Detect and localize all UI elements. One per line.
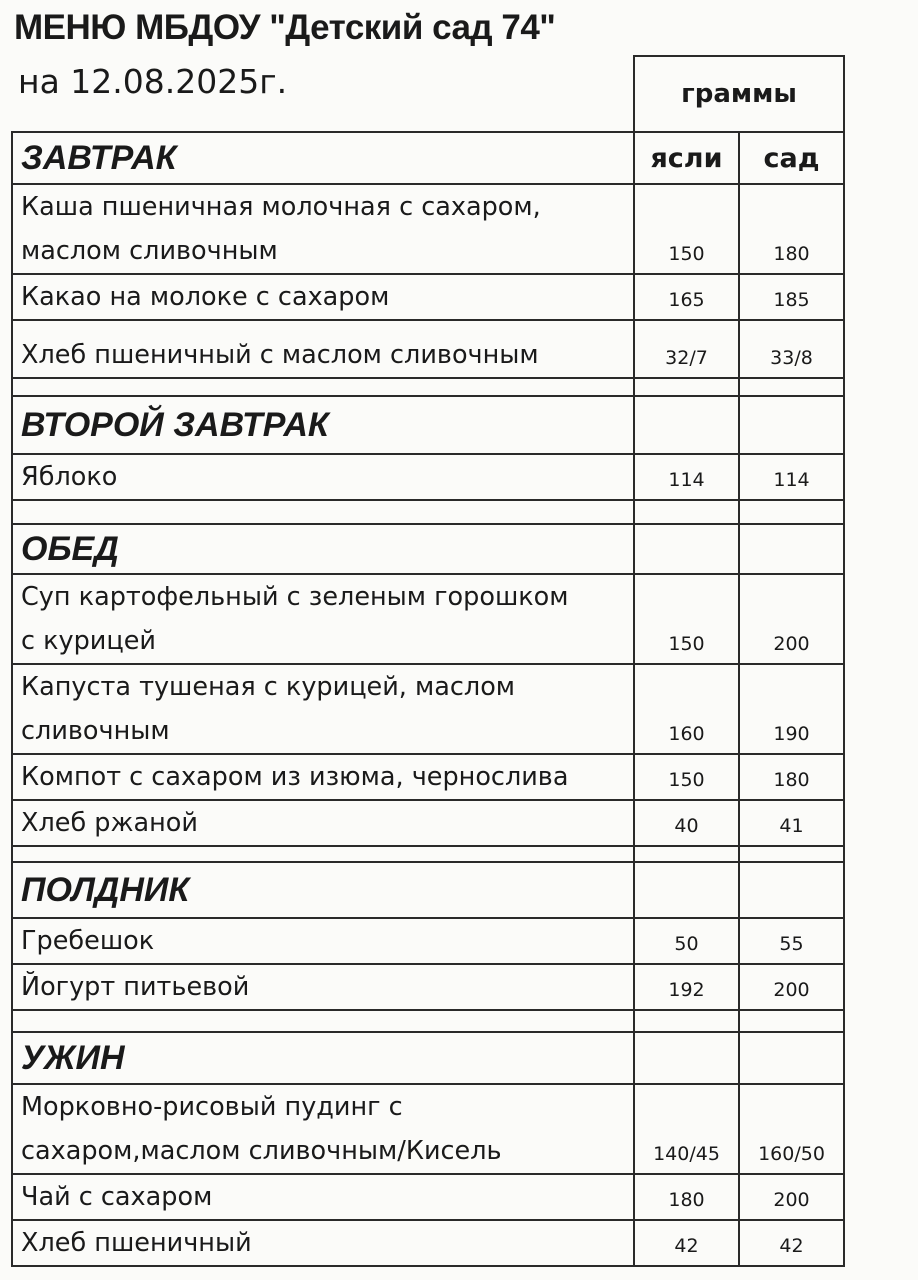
col-nursery-header: ясли bbox=[634, 132, 739, 184]
menu-table bbox=[11, 55, 845, 1267]
nursery-grams: 192 bbox=[634, 964, 739, 1010]
garden-grams: 200 bbox=[739, 964, 844, 1010]
garden-grams: 190 bbox=[739, 664, 844, 754]
garden-grams: 33/8 bbox=[739, 320, 844, 378]
nursery-grams: 160 bbox=[634, 664, 739, 754]
item-name: Гребешок bbox=[12, 918, 634, 964]
spacer-row bbox=[12, 378, 844, 396]
garden-grams: 180 bbox=[739, 184, 844, 274]
item-name: Какао на молоке с сахаром bbox=[12, 274, 634, 320]
garden-grams: 114 bbox=[739, 454, 844, 500]
grams-header: граммы bbox=[634, 56, 844, 132]
spacer-row bbox=[12, 1010, 844, 1032]
table-row bbox=[12, 1084, 844, 1174]
table-row bbox=[12, 918, 844, 964]
col-garden-header: сад bbox=[739, 132, 844, 184]
table-row bbox=[12, 1174, 844, 1220]
garden-grams: 185 bbox=[739, 274, 844, 320]
item-name: Капуста тушеная с курицей, маслом bbox=[21, 672, 516, 702]
section-snack-title: ПОЛДНИК bbox=[12, 862, 634, 918]
item-name-cont: сливочным bbox=[21, 716, 170, 746]
section-breakfast-title: ЗАВТРАК bbox=[12, 132, 634, 184]
table-row bbox=[12, 964, 844, 1010]
item-name: Хлеб пшеничный с маслом сливочным bbox=[12, 320, 634, 378]
table-row bbox=[12, 1220, 844, 1266]
nursery-grams: 165 bbox=[634, 274, 739, 320]
item-name: Компот с сахаром из изюма, чернослива bbox=[12, 754, 634, 800]
header-blank-cell bbox=[12, 56, 634, 132]
table-row bbox=[12, 664, 844, 754]
item-name: Каша пшеничная молочная с сахаром, bbox=[21, 192, 541, 222]
nursery-grams: 150 bbox=[634, 574, 739, 664]
table-row bbox=[12, 184, 844, 274]
section-second-breakfast-title: ВТОРОЙ ЗАВТРАК bbox=[12, 396, 634, 454]
item-name: Йогурт питьевой bbox=[12, 964, 634, 1010]
table-row bbox=[12, 754, 844, 800]
menu-date: на 12.08.2025г. bbox=[18, 62, 288, 101]
garden-grams: 200 bbox=[739, 1174, 844, 1220]
table-row bbox=[12, 320, 844, 378]
nursery-grams: 114 bbox=[634, 454, 739, 500]
nursery-grams: 50 bbox=[634, 918, 739, 964]
item-name: Чай с сахаром bbox=[12, 1174, 634, 1220]
item-name-cont: с курицей bbox=[21, 626, 156, 656]
spacer-row bbox=[12, 500, 844, 524]
nursery-grams: 150 bbox=[634, 754, 739, 800]
item-name: Хлеб ржаной bbox=[12, 800, 634, 846]
table-row bbox=[12, 574, 844, 664]
garden-grams: 42 bbox=[739, 1220, 844, 1266]
item-name: Суп картофельный с зеленым горошком bbox=[21, 582, 569, 612]
garden-grams: 200 bbox=[739, 574, 844, 664]
item-name: Морковно-рисовый пудинг с bbox=[21, 1092, 403, 1122]
item-name: Яблоко bbox=[12, 454, 634, 500]
garden-grams: 160/50 bbox=[739, 1084, 844, 1174]
table-row bbox=[12, 274, 844, 320]
table-row bbox=[12, 800, 844, 846]
garden-grams: 180 bbox=[739, 754, 844, 800]
nursery-grams: 140/45 bbox=[634, 1084, 739, 1174]
nursery-grams: 42 bbox=[634, 1220, 739, 1266]
section-lunch-title: ОБЕД bbox=[12, 524, 634, 574]
table-row bbox=[12, 454, 844, 500]
garden-grams: 55 bbox=[739, 918, 844, 964]
item-name: Хлеб пшеничный bbox=[12, 1220, 634, 1266]
nursery-grams: 180 bbox=[634, 1174, 739, 1220]
nursery-grams: 150 bbox=[634, 184, 739, 274]
spacer-row bbox=[12, 846, 844, 862]
menu-title: МЕНЮ МБДОУ "Детский сад 74" bbox=[14, 8, 556, 47]
item-name-cont: маслом сливочным bbox=[21, 236, 278, 266]
nursery-grams: 32/7 bbox=[634, 320, 739, 378]
item-name-cont: сахаром,маслом сливочным/Кисель bbox=[21, 1136, 502, 1166]
nursery-grams: 40 bbox=[634, 800, 739, 846]
section-dinner-title: УЖИН bbox=[12, 1032, 634, 1084]
garden-grams: 41 bbox=[739, 800, 844, 846]
